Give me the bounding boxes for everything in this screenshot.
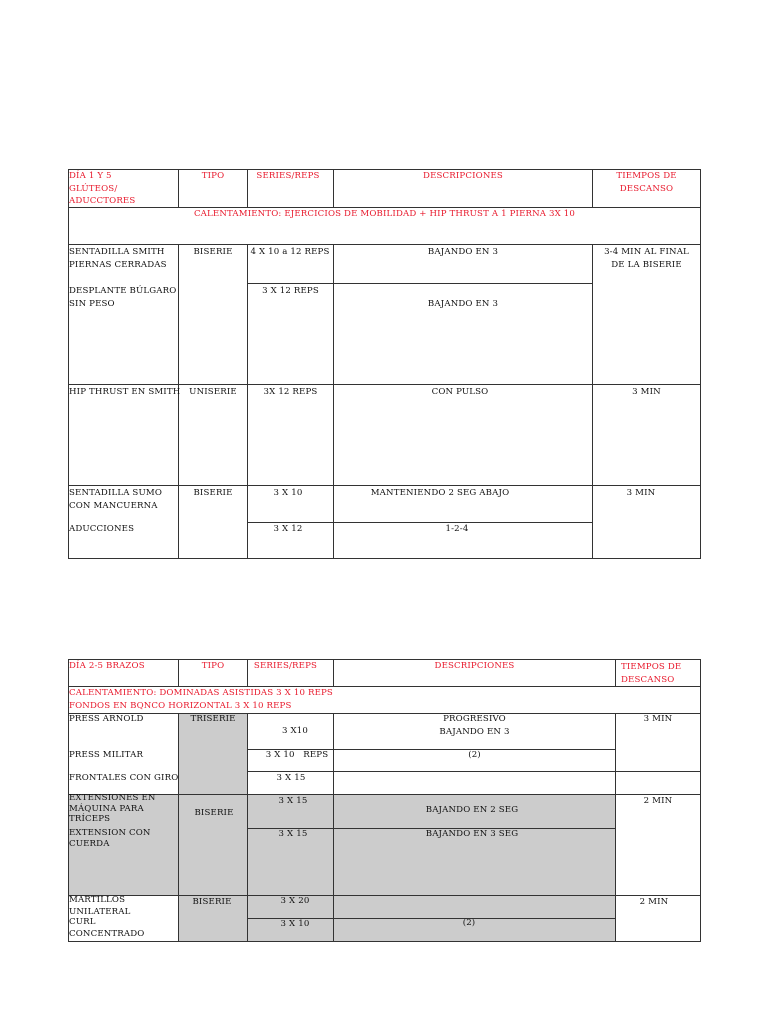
series-heading: SERIES/REPS [256,171,320,181]
description-cell: PROGRESIVO BAJANDO EN 3 [439,714,510,737]
day-heading: DÍA 2-5 BRAZOS [69,661,145,671]
description-cell: CON PULSO [431,387,489,397]
series-cell: 3 X 15 [276,773,306,783]
tipo-heading: TIPO [201,661,225,671]
exercise-name: SENTADILLA SMITH PIERNAS CERRADAS [69,247,167,270]
rest-heading: TIEMPOS DE DESCANSO [621,662,682,685]
series-cell: 3 X 15 [278,796,308,806]
exercise-name: DESPLANTE BÚLGARO SIN PESO [69,286,177,309]
exercise-name: PRESS ARNOLD [69,714,144,724]
description-cell: BAJANDO EN 3 [427,247,499,257]
exercise-name: PRESS MILITAR [69,750,144,760]
series-cell: 3 X 12 [273,524,303,534]
descriptions-heading: DESCRIPCIONES [434,661,515,671]
description-cell: BAJANDO EN 3 SEG [425,829,519,839]
warmup-row: CALENTAMIENTO: EJERCICIOS DE MOBILIDAD + HIP THRUST A 1 PIERNA 3X 10 [193,209,576,219]
series-cell: 3 X10 [281,726,308,736]
tipo-cell: BISERIE [193,488,233,498]
series-cell: 3 X 10 [280,919,310,929]
rest-cell: 3-4 MIN AL FINAL DE LA BISERIE [604,247,689,270]
description-cell: BAJANDO EN 3 [427,299,499,309]
exercise-name: EXTENSIONES EN MÁQUINA PARA TRÍCEPS [69,793,156,824]
series-cell: 3 X 12 REPS [262,286,319,296]
exercise-name: EXTENSION CON CUERDA [69,828,151,849]
exercise-name: HIP THRUST EN SMITH [69,387,181,397]
tipo-cell: BISERIE [194,808,234,818]
exercise-name: SENTADILLA SUMO CON MANCUERNA [69,488,163,511]
exercise-name: FRONTALES CON GIRO [69,773,179,783]
tipo-heading: TIPO [201,171,225,181]
rest-cell: 3 MIN [632,387,661,397]
tipo-cell: TRISERIE [190,714,236,724]
rest-cell: 2 MIN [639,897,669,907]
series-cell: 3 X 20 [280,896,310,906]
description-cell: (2) [468,750,481,760]
tipo-cell: BISERIE [192,897,232,907]
series-cell: 3 X 15 [278,829,308,839]
description-cell: MANTENIENDO 2 SEG ABAJO [370,488,510,498]
series-cell: 3X 12 REPS [263,387,318,397]
tipo-cell: UNISERIE [189,387,237,397]
day-heading: DÍA 1 Y 5 GLÚTEOS/ ADUCCTORES [69,171,136,206]
exercise-name: MARTILLOS UNILATERAL [69,895,131,917]
rest-cell: 2 MIN [643,796,673,806]
description-cell: 1-2-4 [445,524,469,534]
series-cell: 4 X 10 a 12 REPS [250,247,330,257]
tipo-cell: BISERIE [193,247,233,257]
rest-cell: 3 MIN [626,488,656,498]
description-cell: (2) [462,918,476,928]
rest-heading: TIEMPOS DE DESCANSO [616,171,677,194]
description-cell: BAJANDO EN 2 SEG [425,805,519,815]
descriptions-heading: DESCRIPCIONES [423,171,503,181]
warmup-row: CALENTAMIENTO: DOMINADAS ASISTIDAS 3 X 10 REPS FONDOS EN BQNCO HORIZONTAL 3 X 10 REPS [69,688,333,711]
series-heading: SERIES/REPS [253,661,318,671]
exercise-name: CURL CONCENTRADO [69,917,145,939]
exercise-name: ADUCCIONES [69,524,135,534]
rest-cell: 3 MIN [643,714,673,724]
series-cell: 3 X 10 REPS [265,750,329,760]
series-cell: 3 X 10 [273,488,303,498]
